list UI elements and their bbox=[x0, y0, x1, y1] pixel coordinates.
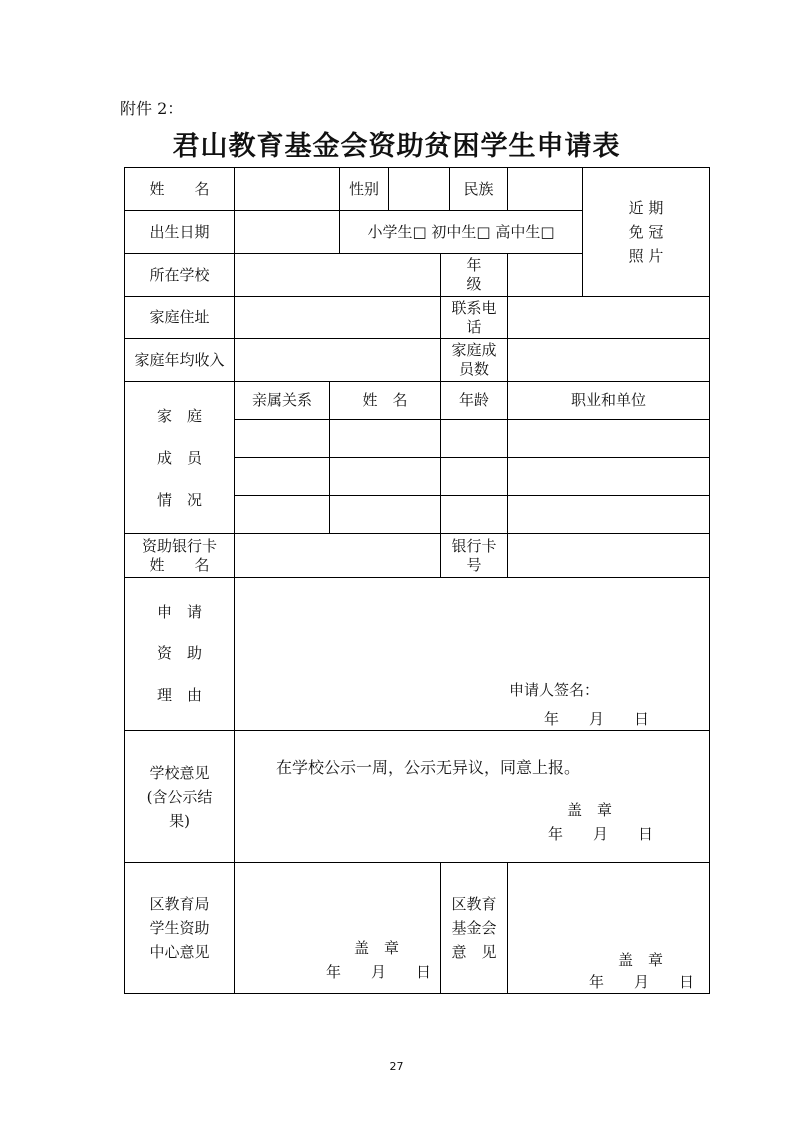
bank-card-label-line1: 银行卡 bbox=[451, 536, 497, 555]
foundation-seal-label: 盖 章 bbox=[618, 950, 664, 969]
school-opinion-label bbox=[125, 731, 234, 862]
family-row-line bbox=[234, 495, 710, 496]
bank-holder-label-line2: 姓 名 bbox=[149, 555, 210, 574]
phone-field[interactable] bbox=[508, 297, 709, 338]
photo-label-line3: 照 片 bbox=[628, 247, 664, 265]
birth-date-field[interactable] bbox=[235, 211, 339, 253]
gender-label: 性别 bbox=[348, 179, 379, 198]
school-opinion-label-line3: 果) bbox=[169, 811, 190, 830]
birth-date-label: 出生日期 bbox=[149, 222, 210, 241]
income-field[interactable] bbox=[235, 339, 440, 381]
table-border-right bbox=[709, 167, 710, 994]
applicant-signature-label: 申请人签名： bbox=[509, 680, 600, 699]
members-label-line1: 家庭成 bbox=[451, 341, 497, 360]
reason-section-label bbox=[125, 578, 234, 730]
family-row-line bbox=[234, 419, 710, 420]
bank-holder-label-line1: 资助银行卡 bbox=[141, 536, 217, 555]
name-field[interactable] bbox=[235, 168, 339, 210]
bureau-opinion-label bbox=[125, 863, 234, 993]
ethnicity-field[interactable] bbox=[508, 168, 582, 210]
bank-holder-label bbox=[125, 534, 234, 577]
members-label bbox=[441, 339, 507, 381]
page-number: 27 bbox=[389, 1060, 404, 1073]
ethnicity-label: 民族 bbox=[463, 179, 494, 198]
phone-label-line1: 联系电 bbox=[451, 298, 497, 317]
bank-card-field[interactable] bbox=[508, 534, 709, 577]
foundation-label-line1: 区教育 bbox=[451, 895, 497, 913]
photo-label-line2: 免 冠 bbox=[628, 223, 664, 241]
family-header-relation: 亲属关系 bbox=[251, 391, 312, 410]
applicant-date: 年 月 日 bbox=[544, 709, 650, 728]
school-label: 所在学校 bbox=[149, 265, 210, 284]
school-opinion-label-line2: (含公示结 bbox=[146, 787, 213, 806]
gender-field[interactable] bbox=[389, 168, 449, 210]
column-line bbox=[507, 862, 508, 994]
name-label: 姓 名 bbox=[149, 179, 210, 198]
family-label-line1: 家 庭 bbox=[156, 406, 202, 425]
form-title: 君山教育基金会资助贫困学生申请表 bbox=[172, 131, 621, 162]
school-seal-label: 盖 章 bbox=[567, 800, 613, 819]
grade-label-line2: 级 bbox=[466, 275, 482, 293]
bureau-label-line2: 学生资助 bbox=[149, 919, 210, 937]
photo-label-line1: 近 期 bbox=[628, 199, 664, 217]
school-opinion-statement: 在学校公示一周，公示无异议，同意上报。 bbox=[276, 758, 581, 778]
school-opinion-label-line1: 学校意见 bbox=[149, 763, 210, 782]
reason-label-line2: 资 助 bbox=[156, 644, 202, 663]
family-header-occupation: 职业和单位 bbox=[570, 391, 646, 410]
phone-label-line2: 话 bbox=[466, 317, 482, 336]
bureau-opinion-date: 年 月 日 bbox=[326, 962, 432, 981]
foundation-opinion-date: 年 月 日 bbox=[589, 972, 695, 991]
application-form-table bbox=[124, 167, 710, 994]
attachment-label: 附件 2： bbox=[120, 99, 184, 118]
bank-card-label-line2: 号 bbox=[466, 555, 482, 574]
family-row-line bbox=[234, 457, 710, 458]
grade-label bbox=[441, 254, 507, 296]
grade-label-line1: 年 bbox=[466, 256, 482, 275]
school-opinion-date: 年 月 日 bbox=[548, 824, 654, 843]
foundation-label-line2: 基金会 bbox=[451, 919, 497, 937]
bank-holder-field[interactable] bbox=[235, 534, 440, 577]
members-field[interactable] bbox=[508, 339, 709, 381]
reason-label-line3: 理 由 bbox=[156, 685, 202, 704]
student-level-checkboxes[interactable]: 小学生□ 初中生□ 高中生□ bbox=[367, 222, 555, 241]
photo-placeholder bbox=[583, 168, 709, 296]
bureau-seal-label: 盖 章 bbox=[354, 938, 400, 957]
family-header-age: 年龄 bbox=[458, 391, 489, 410]
foundation-label-line3: 意 见 bbox=[451, 943, 497, 961]
income-label: 家庭年均收入 bbox=[134, 350, 225, 369]
family-label-line2: 成 员 bbox=[156, 448, 202, 467]
bank-card-label bbox=[441, 534, 507, 577]
bureau-label-line1: 区教育局 bbox=[149, 895, 210, 913]
table-border-bottom bbox=[124, 993, 710, 994]
school-field[interactable] bbox=[235, 254, 440, 296]
members-label-line2: 员数 bbox=[458, 360, 489, 378]
address-label: 家庭住址 bbox=[149, 308, 210, 327]
family-header-name: 姓 名 bbox=[362, 391, 408, 410]
family-label-line3: 情 况 bbox=[156, 490, 202, 509]
phone-label bbox=[441, 297, 507, 338]
foundation-opinion-label bbox=[441, 863, 507, 993]
reason-label-line1: 申 请 bbox=[156, 603, 202, 622]
address-field[interactable] bbox=[235, 297, 440, 338]
grade-field[interactable] bbox=[508, 254, 582, 296]
family-section-label bbox=[125, 382, 234, 533]
bureau-label-line3: 中心意见 bbox=[149, 943, 210, 961]
